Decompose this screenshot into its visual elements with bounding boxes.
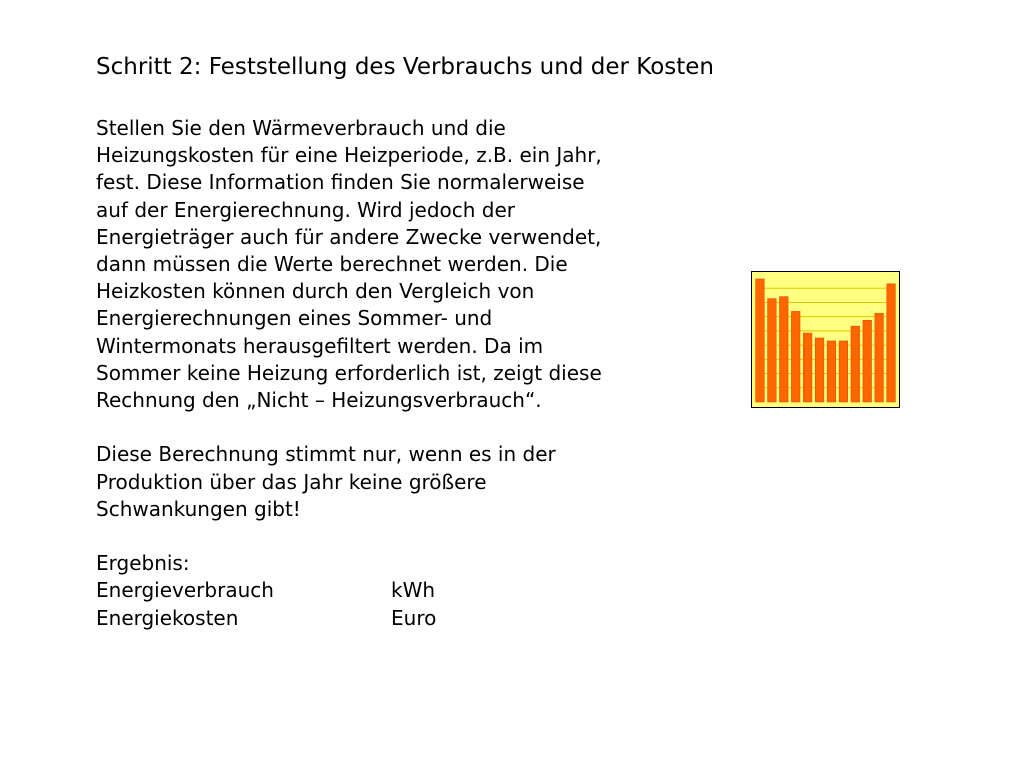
chart-bar xyxy=(780,297,789,402)
paragraph-spacer xyxy=(96,523,716,550)
intro-paragraph xyxy=(96,115,716,414)
result-row-costs xyxy=(96,605,716,632)
slide-title: Schritt 2: Feststellung des Verbrauchs und der Kosten xyxy=(96,54,714,80)
bar-chart-icon xyxy=(751,271,900,408)
result-label: Energieverbrauch xyxy=(96,578,274,603)
result-unit: kWh xyxy=(391,578,436,603)
text-line: Rechnung den „Nicht – Heizungsverbrauch“. xyxy=(96,388,542,413)
text-line: Heizungskosten für eine Heizperiode, z.B. ein Jahr, xyxy=(96,143,602,168)
text-line: Energieträger auch für andere Zwecke verwendet, xyxy=(96,224,602,249)
text-line: Energierechnungen eines Sommer- und xyxy=(96,306,493,331)
chart-bar xyxy=(756,279,765,402)
text-line: auf der Energierechnung. Wird jedoch der xyxy=(96,197,516,222)
text-line: Sommer keine Heizung erforderlich ist, zeigt diese xyxy=(96,360,602,385)
result-row-consumption xyxy=(96,577,716,604)
text-line: Stellen Sie den Wärmeverbrauch und die xyxy=(96,116,506,140)
slide-body xyxy=(96,115,716,632)
chart-bar xyxy=(875,313,884,402)
chart-bar xyxy=(887,284,896,402)
chart-bar xyxy=(827,341,836,402)
note-paragraph xyxy=(96,441,716,523)
result-label: Energiekosten xyxy=(96,605,239,630)
text-line: Produktion über das Jahr keine größere xyxy=(96,469,487,494)
text-line: Schwankungen gibt! xyxy=(96,496,301,521)
chart-bar xyxy=(791,311,800,402)
chart-bar xyxy=(839,341,848,402)
text-line: Diese Berechnung stimmt nur, wenn es in der xyxy=(96,442,556,467)
text-line: Wintermonats herausgefiltert werden. Da im xyxy=(96,333,544,358)
text-line: Heizkosten können durch den Vergleich von xyxy=(96,279,535,304)
chart-bar xyxy=(851,326,860,402)
result-section xyxy=(96,550,716,632)
chart-bar xyxy=(803,333,812,402)
text-line: dann müssen die Werte berechnet werden. Die xyxy=(96,252,568,277)
paragraph-spacer xyxy=(96,414,716,441)
result-heading: Ergebnis: xyxy=(96,551,190,576)
chart-bar xyxy=(768,299,777,402)
result-unit: Euro xyxy=(391,605,437,630)
chart-bar xyxy=(863,320,872,402)
text-line: fest. Diese Information finden Sie normalerweise xyxy=(96,170,585,195)
chart-bar xyxy=(815,338,824,402)
